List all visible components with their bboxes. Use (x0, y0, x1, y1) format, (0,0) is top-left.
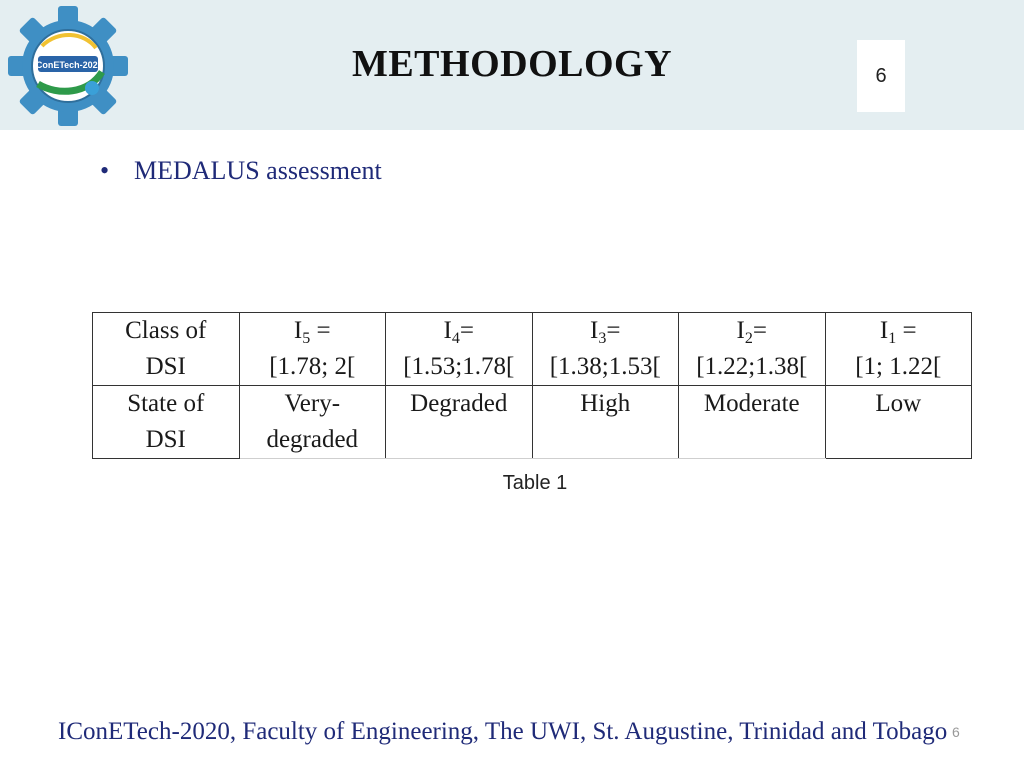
index-eq: = (606, 317, 621, 344)
slide-title: METHODOLOGY (351, 43, 673, 85)
state-text: High (580, 390, 631, 417)
state-cell (532, 386, 679, 459)
state-text: Very- (284, 390, 341, 417)
index-sub: 3 (598, 330, 607, 347)
index-sub: 5 (302, 330, 311, 347)
footer-slide-number: 6 (952, 724, 960, 740)
page-number: 6 (875, 64, 887, 87)
class-range: [1; 1.22[ (855, 353, 942, 380)
index-var: I (736, 317, 745, 344)
bullet-icon: • (100, 156, 110, 185)
state-text: Moderate (703, 390, 800, 417)
index-eq: = (896, 317, 917, 344)
class-cell-i3 (532, 313, 679, 386)
index-var: I (443, 317, 452, 344)
state-cell (239, 386, 386, 459)
dsi-table (92, 312, 972, 459)
index-eq: = (752, 317, 767, 344)
table-header-cell (93, 386, 240, 459)
index-eq: = (310, 317, 331, 344)
table-row-state (93, 386, 972, 459)
state-cell (386, 386, 533, 459)
index-sub: 1 (888, 330, 897, 347)
state-cell (825, 386, 972, 459)
index-sub: 4 (451, 330, 460, 347)
index-var: I (293, 317, 303, 344)
bullet-item (100, 156, 382, 186)
logo-text: IConETech-2020 (33, 60, 103, 70)
slide-header (0, 0, 1024, 130)
class-range: [1.53;1.78[ (403, 353, 515, 380)
page-number-badge (857, 40, 905, 112)
footer-text: IConETech-2020, Faculty of Engineering, The UWI, St. Augustine, Trinidad and Tobago (58, 718, 948, 745)
cell-line: DSI (145, 353, 186, 380)
state-text: Degraded (410, 390, 508, 417)
class-range: [1.78; 2[ (269, 353, 356, 380)
class-range: [1.22;1.38[ (696, 353, 808, 380)
table-header-cell (93, 313, 240, 386)
state-cell (679, 386, 826, 459)
state-text: Low (875, 390, 922, 417)
cell-line: State of (127, 390, 205, 417)
cell-line: DSI (145, 426, 186, 453)
table-caption: Table 1 (502, 472, 568, 494)
class-cell-i5 (239, 313, 386, 386)
cell-line: Class of (125, 317, 207, 344)
class-cell-i1 (825, 313, 972, 386)
table-row-class (93, 313, 972, 386)
bullet-text: MEDALUS assessment (134, 156, 382, 185)
index-var: I (590, 317, 599, 344)
index-sub: 2 (744, 330, 753, 347)
class-cell-i4 (386, 313, 533, 386)
class-cell-i2 (679, 313, 826, 386)
state-text-cont: degraded (266, 426, 359, 453)
class-range: [1.38;1.53[ (549, 353, 661, 380)
index-var: I (879, 317, 889, 344)
index-eq: = (459, 317, 474, 344)
